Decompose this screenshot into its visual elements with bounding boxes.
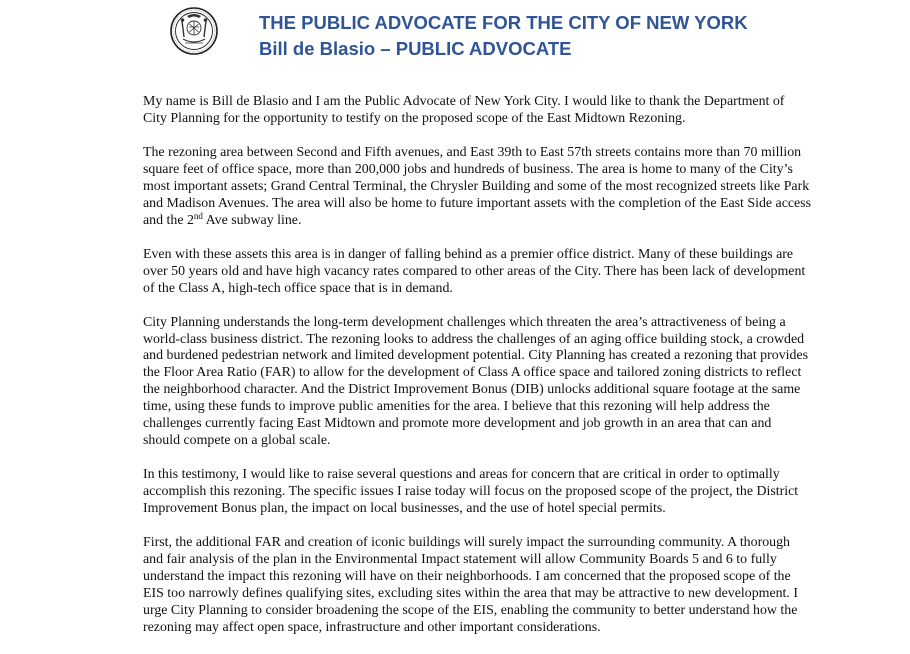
paragraph-rezoning-area-text: The rezoning area between Second and Fifth avenues, and East 39th to East 57th streets contains more than 70 million square feet of office space, more than 200,000 jobs and hundreds of business. The area is home to many of the City’s most important assets; Grand Central Terminal, the Chrysler Building and some of the most recognized streets like Park and Madison Avenues. The area will also be home to future important assets with the completion of the East Side access and the 2 bbox=[143, 145, 811, 228]
letterhead-subtitle: Bill de Blasio – PUBLIC ADVOCATE bbox=[259, 38, 572, 59]
paragraph-far-impact: First, the additional FAR and creation of iconic buildings will surely impact the surrounding community. A thorough and fair analysis of the plan in the Environmental Impact statement will allow Community Boards 5 and 6 to fully understand the impact this rezoning will have on their neighborhoods. I am concerned that the proposed scope of the EIS too narrowly defines qualifying sites, excluding sites within the area that may be attractive to new development. I urge City Planning to consider broadening the scope of the EIS, enabling the community to better understand how the rezoning may affect open space, infrastructure and other important considerations. bbox=[143, 534, 798, 635]
letterhead bbox=[259, 10, 748, 62]
nyc-seal-icon bbox=[170, 7, 218, 55]
letterhead-title: THE PUBLIC ADVOCATE FOR THE CITY OF NEW YORK bbox=[259, 12, 748, 33]
paragraph-testimony-scope: In this testimony, I would like to raise several questions and areas for concern that are critical in order to optimally accomplish this rezoning. The specific issues I raise today will focus on the proposed scope of the project, the District Improvement Bonus plan, the impact on local businesses, and the use of hotel special permits. bbox=[143, 467, 799, 516]
paragraph-rezoning-area-end: Ave subway line. bbox=[202, 212, 302, 228]
paragraph-danger: Even with these assets this area is in danger of falling behind as a premier office district. Many of these buildings are over 50 years old and have high vacancy rates compared to other areas of the City. There has been lack of development of the Class A, high-tech office space that is in demand. bbox=[143, 246, 806, 296]
paragraph-introduction: My name is Bill de Blasio and I am the Public Advocate of New York City. I would like to thank the Department of City Planning for the opportunity to testify on the proposed scope of the East Midtown Rezoning. bbox=[143, 94, 785, 126]
paragraph-city-planning: City Planning understands the long-term development challenges which threaten the area’s attractiveness of being a world-class business district. The rezoning looks to address the challenges of an aging office building stock, a crowded and burdened pedestrian network and limited development potential. City Planning has created a rezoning that provides the Floor Area Ratio (FAR) to allow for the development of Class A office space and tailored zoning districts to reflect the neighborhood character. And the District Improvement Bonus (DIB) unlocks additional square footage at the same time, using these funds to improve public amenities for the area. I believe that this rezoning will help address the challenges currently facing East Midtown and promote more development and job growth in an area that can and should compete on a global scale. bbox=[143, 314, 809, 448]
testimony-body bbox=[143, 94, 811, 654]
superscript-nd: nd bbox=[193, 210, 203, 221]
paragraph-rezoning-area bbox=[143, 145, 811, 230]
